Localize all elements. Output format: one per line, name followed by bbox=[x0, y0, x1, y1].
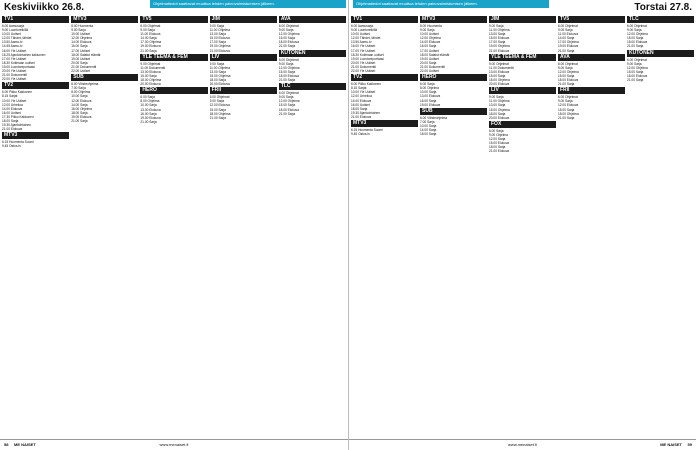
program-entry: 6.00 Pikku Kakkonen bbox=[351, 82, 381, 87]
program-entry: 6.00 Ohjelmat bbox=[209, 95, 230, 100]
program-entry: 14.00 Elokuva bbox=[2, 106, 23, 111]
program-entry: 19.00 Elokuva bbox=[71, 114, 92, 119]
schedule-column bbox=[71, 15, 138, 438]
program-entry: 8.15 Sarjat bbox=[351, 86, 367, 91]
program-entry: 14.00 Elokuva bbox=[420, 40, 441, 45]
program-entry: 14.00 Elokuva bbox=[351, 98, 372, 103]
program-entry: 9.00 Sarja bbox=[209, 61, 225, 66]
program-entry: 8.00 Ohjelma bbox=[420, 86, 439, 91]
page-header bbox=[349, 0, 696, 16]
program-entry: 20.00 Elokuva bbox=[140, 82, 161, 87]
program-entry: 20.00 Sarja bbox=[71, 60, 88, 65]
program-entry: 6.00 Ohjelmat bbox=[558, 95, 578, 100]
program-entry: 9.00 Sarja bbox=[627, 61, 642, 66]
channel-heading: YLE TEEMA & FEM bbox=[140, 54, 207, 61]
program-entry: 11.00 Ohjelma bbox=[209, 28, 231, 33]
program-entry: 9.00 Sarja bbox=[558, 65, 573, 70]
program-entry: 12.00 Ohjelma bbox=[278, 99, 300, 104]
program-entry: 15.00 Sarja bbox=[627, 36, 644, 41]
program-entry: 21.00 Elokuva bbox=[489, 48, 510, 53]
program-entry: 14.00 Elokuva bbox=[71, 40, 92, 45]
program-entry: 15.00 Sarja bbox=[278, 103, 296, 108]
magazine-brand: ME NAISET bbox=[14, 442, 36, 447]
channel-heading: TLC bbox=[279, 83, 346, 90]
channel-heading: AVA bbox=[279, 16, 346, 23]
schedule-column bbox=[279, 15, 346, 438]
program-entry: 14.00 Sarja bbox=[140, 36, 157, 41]
program-entry: 17.00 Sarja bbox=[209, 40, 226, 45]
schedule-columns bbox=[2, 15, 346, 438]
channel-heading: TV2 bbox=[351, 74, 418, 81]
program-entry: 11.00 Ohjelma bbox=[209, 65, 231, 70]
website-url: www.menaiset.fi bbox=[508, 442, 537, 447]
program-entry: 6.00 Viihdeohjelma bbox=[71, 82, 99, 87]
channel-heading: SUB bbox=[71, 74, 138, 81]
channel-heading: SUB bbox=[420, 108, 487, 115]
program-entry: 15.00 Sarja bbox=[278, 69, 296, 74]
magazine-brand: ME NAISET bbox=[660, 442, 682, 447]
program-entry: 9.45 Ostos-tv bbox=[351, 132, 370, 137]
program-entry: 18.00 Sarja bbox=[420, 132, 437, 137]
program-entry: 10.00 Sarja bbox=[140, 103, 157, 108]
program-entry: 9.00 Sarja bbox=[558, 28, 573, 33]
program-entry: 6.00 Ohjelmat bbox=[558, 24, 578, 28]
program-entry: 8.00 Ohjelma bbox=[140, 99, 160, 104]
program-entry: 21.00 Elokuva bbox=[489, 149, 510, 154]
program-entry: 18.00 Sarja bbox=[351, 106, 368, 111]
channel-heading: AVA bbox=[558, 54, 625, 61]
page-date: Torstai 27.8. bbox=[634, 2, 692, 13]
program-entry: 16.00 Uutiset bbox=[351, 102, 370, 107]
program-entry: 12.00 Elokuva bbox=[209, 103, 230, 108]
program-entry: 16.25 Ajankohtainen kakkonen bbox=[2, 52, 46, 57]
program-entry: 19.00 Elokuva bbox=[558, 44, 579, 49]
program-entry: 14.00 Sarja bbox=[71, 102, 88, 107]
program-entry: 15.00 Sarja bbox=[278, 36, 296, 41]
program-entry: 18.00 Sarja bbox=[2, 118, 19, 123]
program-entry: 9.00 Sarja bbox=[140, 28, 155, 33]
program-entry: 18.00 Sarja bbox=[489, 111, 506, 116]
website-url: www.menaiset.fi bbox=[159, 442, 189, 447]
program-entry: 9.00 Sarja bbox=[71, 28, 86, 33]
program-entry: 15.00 Sarja bbox=[140, 73, 157, 78]
program-entry: 21.00 Sarja bbox=[209, 115, 226, 120]
program-entry: 15.00 Ohjelma bbox=[209, 73, 231, 78]
program-entry: 18.00 Ohjelma bbox=[558, 111, 579, 116]
program-entry: 10.00 Uutiset bbox=[71, 32, 90, 37]
channel-heading: FOX bbox=[489, 121, 556, 128]
program-entry: 8.00 Huomenta bbox=[420, 24, 442, 28]
channel-heading: TV5 bbox=[558, 16, 625, 23]
page-footer bbox=[0, 439, 348, 450]
schedule-column bbox=[140, 15, 207, 438]
program-entry: 17.00 Sarja bbox=[489, 40, 506, 45]
schedule-column bbox=[210, 15, 277, 438]
program-entry: 6.00 Ohjelmat bbox=[278, 91, 299, 96]
program-entry: 12.00 Tähdet, tähdet bbox=[351, 36, 381, 41]
channel-heading: TV2 bbox=[2, 82, 69, 89]
schedule-column bbox=[351, 15, 418, 438]
program-entry: 6.00 Sarja bbox=[489, 128, 504, 133]
program-entry: 12.00 Urheilua bbox=[351, 94, 372, 99]
program-entry: 20.00 Sarja bbox=[420, 60, 437, 65]
program-entry: 12.00 Tähdet, tähdet bbox=[2, 36, 32, 41]
program-entry: 7.00 Sarja bbox=[420, 119, 435, 124]
schedule-column bbox=[558, 15, 625, 438]
program-entry: 6.00 Aamusarja bbox=[2, 24, 25, 28]
program-entry: 17.00 Uutiset bbox=[71, 48, 90, 53]
page-number: 58 bbox=[4, 442, 9, 447]
right-page bbox=[348, 0, 696, 450]
program-entry: 10.00 Uutiset bbox=[351, 32, 370, 37]
program-entry: 10.00 Yle Uutiset bbox=[2, 98, 27, 103]
program-entry: 18.30 Kotimaan uutiset bbox=[351, 52, 384, 57]
channel-heading: FRII bbox=[210, 87, 277, 94]
program-entry: 6.15 Huomenta Suomi bbox=[2, 140, 34, 145]
program-entry: 13.50 Aamu-tv bbox=[2, 40, 23, 45]
program-entry: 21.00 Sarja bbox=[278, 78, 296, 83]
program-entry: 19.30 Ajankohtainen bbox=[351, 110, 380, 115]
program-entry: 10.00 Uutiset bbox=[2, 32, 21, 37]
program-entry: 15.00 Elokuva bbox=[489, 141, 510, 146]
program-entry: 17.00 Ohjelma bbox=[140, 40, 162, 45]
program-entry: 12.00 Ohjelma bbox=[558, 69, 579, 74]
program-entry: 15.00 Sarja bbox=[558, 73, 575, 78]
program-entry: 21.00 Elokuva bbox=[2, 127, 23, 132]
program-entry: 19.00 Elokuva bbox=[140, 44, 161, 49]
program-entry: 15.00 Elokuva bbox=[489, 36, 510, 41]
program-entry: 12.00 Ohjelma bbox=[278, 32, 300, 37]
channel-heading: MTV3 bbox=[2, 132, 69, 139]
channel-heading: JIM bbox=[210, 16, 277, 23]
program-entry: 16.00 Sarja bbox=[420, 44, 437, 49]
program-entry: 6.00 Viihdeohjelma bbox=[420, 115, 448, 120]
program-entry: 9.00 Sarja bbox=[209, 99, 225, 104]
channel-heading: TLC bbox=[627, 16, 694, 23]
program-entry: 20.00 Elokuva bbox=[489, 115, 510, 120]
program-entry: 11.00 Dokumentti bbox=[140, 65, 166, 70]
program-entry: 22.00 Uutiset bbox=[71, 69, 90, 74]
program-entry: 15.00 Sarja bbox=[558, 107, 575, 112]
program-entry: 19.00 Elokuva bbox=[140, 115, 161, 120]
program-entry: 13.00 Sarja bbox=[209, 69, 226, 74]
program-entry: 13.00 Sarja bbox=[209, 32, 226, 37]
program-entry: 21.00 Sarja bbox=[278, 111, 296, 116]
program-entry: 21.00 Dokumentti bbox=[2, 73, 27, 78]
program-entry: 18.30 Kotimaan uutiset bbox=[2, 60, 35, 65]
schedule-column bbox=[627, 15, 694, 438]
program-entry: 9.00 Sarja bbox=[278, 95, 294, 100]
program-entry: 9.00 Sarja bbox=[278, 61, 294, 66]
channel-heading: JIM bbox=[489, 16, 556, 23]
program-entry: 6.00 Ohjelmat bbox=[627, 24, 647, 28]
program-entry: 12.00 Ohjelma bbox=[627, 32, 648, 37]
program-entry: 12.00 Urheilua bbox=[2, 102, 23, 107]
program-entry: 13.50 Aamu-tv bbox=[351, 40, 372, 45]
channel-heading: FRII bbox=[558, 87, 625, 94]
program-entry: 22.00 Yle Uutiset bbox=[351, 69, 376, 74]
channel-heading: YLE TEEMA & FEM bbox=[489, 54, 556, 61]
program-entry: 21.00 Sarja bbox=[140, 48, 157, 53]
program-entry: 18.00 Elokuva bbox=[627, 73, 648, 78]
program-entry: 18.00 Salatut elämät bbox=[71, 52, 101, 57]
program-entry: 11.00 Dokumentti bbox=[489, 65, 514, 70]
program-entry: 19.00 Luontoreportaasi bbox=[2, 64, 35, 69]
program-entry: 6.00 Ohjelmat bbox=[278, 57, 299, 62]
program-entry: 15.00 Ohjelma bbox=[489, 107, 510, 112]
program-entry: 11.00 Ohjelma bbox=[489, 99, 510, 104]
program-entry: 6.15 Huomenta Suomi bbox=[351, 127, 383, 132]
notice-banner: Ohjelmatiedot saattavat muuttua lehden painovalmistumisen jälkeen. bbox=[353, 0, 549, 8]
program-entry: 21.00 Sarja bbox=[627, 44, 644, 49]
program-entry: 11.00 Elokuva bbox=[140, 32, 161, 37]
channel-heading: KUTONEN bbox=[279, 50, 346, 57]
program-entry: 21.00 Sarja bbox=[558, 82, 575, 87]
program-entry: 10.00 Yle Uutiset bbox=[351, 90, 376, 95]
program-entry: 9.00 Sarja bbox=[209, 24, 225, 28]
program-entry: 22.00 Uutiset bbox=[420, 69, 439, 74]
program-entry: 9.00 Sarja bbox=[420, 28, 435, 33]
program-entry: 9.45 Ostos-tv bbox=[2, 144, 21, 149]
schedule-column bbox=[489, 15, 556, 438]
program-entry: 16.00 Yle Uutiset bbox=[2, 48, 27, 53]
program-entry: 18.00 Elokuva bbox=[278, 40, 300, 45]
program-entry: 17.00 Ohjelma bbox=[558, 40, 579, 45]
program-entry: 18.00 Elokuva bbox=[278, 107, 300, 112]
program-entry: 12.00 Sarja bbox=[489, 136, 506, 141]
program-entry: 15.00 Elokuva bbox=[209, 36, 230, 41]
program-entry: 6.00 Pikku Kakkonen bbox=[2, 90, 32, 95]
page-date: Keskiviikko 26.8. bbox=[4, 2, 85, 13]
program-entry: 8.00 Huomenta bbox=[71, 24, 93, 28]
program-entry: 21.00 Dokumentti bbox=[351, 64, 376, 69]
program-entry: 21.00 Sarja bbox=[627, 78, 644, 83]
program-entry: 20.00 Elokuva bbox=[489, 82, 510, 87]
program-entry: 10.00 Sarja bbox=[420, 90, 437, 95]
program-entry: 9.00 Ohjelma bbox=[489, 132, 508, 137]
program-entry: 17.00 Yle Uutiset bbox=[2, 56, 27, 61]
program-entry: 21.00 Elokuva bbox=[351, 114, 372, 119]
channel-heading: LIV bbox=[489, 87, 556, 94]
program-entry: 14.00 Sarja bbox=[420, 127, 437, 132]
program-entry: 8.00 Ohjelma bbox=[71, 90, 91, 95]
channel-heading: TV5 bbox=[140, 16, 207, 23]
program-entry: 20.00 Elokuva bbox=[209, 82, 230, 87]
program-entry: 18.00 Ohjelma bbox=[489, 78, 510, 83]
program-entry: 10.00 Sarja bbox=[420, 123, 437, 128]
program-entry: 16.00 Sarja bbox=[420, 98, 437, 103]
program-entry: 20.00 Yle Uutiset bbox=[351, 60, 376, 65]
program-entry: 6.00 Ohjelmat bbox=[140, 24, 161, 28]
program-entry: 16.00 Yle Uutiset bbox=[351, 44, 376, 49]
program-entry: 12.00 Elokuva bbox=[558, 103, 579, 108]
program-entry: 12.00 Ohjelma bbox=[71, 36, 92, 41]
program-entry: 6.00 Sarja bbox=[140, 95, 155, 100]
channel-heading: TV1 bbox=[351, 16, 418, 23]
program-entry: 21.00 Dokumentti bbox=[420, 64, 445, 69]
program-entry: 6.00 Ohjelmat bbox=[558, 61, 578, 66]
schedule-column bbox=[2, 15, 69, 438]
program-entry: 19.00 Elokuva bbox=[420, 102, 441, 107]
program-entry: 12.00 Ohjelma bbox=[278, 65, 300, 70]
program-entry: 18.00 Sarja bbox=[489, 145, 506, 150]
program-entry: 21.00 Sarja bbox=[71, 118, 88, 123]
program-entry: 21.00 Elokuva bbox=[209, 48, 230, 53]
program-entry: 21.00 Dokumentti bbox=[71, 64, 97, 69]
program-entry: 14.55 Aamu-tv bbox=[2, 44, 23, 49]
schedule-columns bbox=[351, 15, 694, 438]
program-entry: 9.00 Sarja bbox=[627, 28, 642, 33]
program-entry: 19.00 Ohjelma bbox=[209, 44, 231, 49]
program-entry: 16.00 Uutiset bbox=[2, 110, 21, 115]
program-entry: 13.00 Elokuva bbox=[420, 94, 441, 99]
program-entry: 15.00 Sarja bbox=[209, 107, 226, 112]
program-entry: 14.00 Sarja bbox=[558, 36, 575, 41]
program-entry: 13.00 Elokuva bbox=[140, 69, 161, 74]
channel-heading: HERO bbox=[140, 87, 207, 94]
program-entry: 16.00 Ohjelma bbox=[71, 106, 92, 111]
program-entry: 16.00 Sarja bbox=[140, 111, 157, 116]
channel-heading: MTV3 bbox=[420, 16, 487, 23]
page-header bbox=[0, 0, 348, 16]
channel-heading: MTV3 bbox=[71, 16, 138, 23]
program-entry: 16.00 Sarja bbox=[71, 44, 88, 49]
program-entry: 12.00 Ohjelma bbox=[627, 65, 648, 70]
program-entry: 9.00 Luontoretkillä bbox=[351, 28, 378, 33]
program-entry: 19.00 Luontoreportaasi bbox=[351, 56, 384, 61]
page-footer bbox=[349, 439, 696, 450]
program-entry: 9.00 Sarja bbox=[489, 24, 504, 28]
program-entry: 12.00 Elokuva bbox=[71, 98, 92, 103]
channel-heading: KUTONEN bbox=[627, 50, 694, 57]
channel-heading: TV1 bbox=[2, 16, 69, 23]
page-number: 59 bbox=[687, 442, 692, 447]
program-entry: 17.00 Uutiset bbox=[420, 48, 439, 53]
program-entry: 21.00 Sarja bbox=[140, 119, 157, 124]
program-entry: 17.00 Yle Uutiset bbox=[351, 48, 376, 53]
program-entry: 6.00 Ohjelmat bbox=[278, 24, 299, 28]
program-entry: 18.00 Sarja bbox=[71, 110, 88, 115]
program-entry: 21.00 Sarja bbox=[558, 115, 575, 120]
notice-banner: Ohjelmatiedot saattavat muuttua lehden painovalmistumisen jälkeen. bbox=[150, 0, 346, 8]
program-entry: 6.00 Ohjelmat bbox=[627, 57, 647, 62]
program-entry: 6.00 Aamusarja bbox=[351, 24, 374, 28]
program-entry: 17.30 Pikku Kakkonen bbox=[2, 114, 34, 119]
program-entry: 11.00 Ohjelma bbox=[489, 28, 510, 33]
program-entry: 22.00 Yle Uutiset bbox=[2, 77, 27, 82]
program-entry: 9.00 Luontoretkillä bbox=[2, 28, 29, 33]
program-entry: 18.00 Sarja bbox=[209, 78, 226, 83]
program-entry: 21.00 Sarja bbox=[278, 44, 296, 49]
program-entry: 18.00 Ohjelma bbox=[140, 78, 162, 83]
program-entry: 19.00 Uutiset bbox=[71, 56, 90, 61]
program-entry: 9.00 Ohjelmat bbox=[489, 61, 509, 66]
program-entry: 10.00 Sarja bbox=[71, 94, 88, 99]
program-entry: 18.00 Elokuva bbox=[278, 73, 300, 78]
program-entry: 19.00 Uutiset bbox=[420, 56, 439, 61]
program-entry: 18.00 Elokuva bbox=[627, 40, 648, 45]
program-entry: 12.00 Ohjelma bbox=[420, 36, 441, 41]
schedule-column bbox=[420, 15, 487, 438]
program-entry: 9.00 Sarja bbox=[278, 28, 294, 33]
channel-heading: LIV bbox=[210, 54, 277, 61]
program-entry: 9.00 Ohjelmat bbox=[140, 61, 161, 66]
program-entry: 6.00 Sarja bbox=[420, 82, 435, 87]
program-entry: 18.00 Elokuva bbox=[558, 78, 579, 83]
program-entry: 8.15 Sarjat bbox=[2, 94, 18, 99]
program-entry: 21.00 Sarja bbox=[558, 48, 575, 53]
program-entry: 15.00 Sarja bbox=[627, 69, 644, 74]
program-entry: 13.00 Elokuva bbox=[140, 107, 161, 112]
program-entry: 9.00 Sarja bbox=[558, 99, 573, 104]
program-entry: 13.00 Elokuva bbox=[489, 69, 510, 74]
program-entry: 9.00 Sarja bbox=[489, 95, 504, 100]
channel-heading: HERO bbox=[420, 74, 487, 81]
program-entry: 20.00 Yle Uutiset bbox=[2, 69, 27, 74]
program-entry: 7.00 Sarja bbox=[71, 86, 86, 91]
program-entry: 10.00 Uutiset bbox=[420, 32, 439, 37]
program-entry: 15.00 Sarja bbox=[489, 73, 506, 78]
program-entry: 19.00 Ohjelma bbox=[489, 44, 510, 49]
program-entry: 18.00 Ohjelma bbox=[209, 111, 231, 116]
program-entry: 11.00 Elokuva bbox=[558, 32, 578, 37]
program-entry: 19.30 Ajankohtainen bbox=[2, 123, 31, 128]
program-entry: 13.00 Sarja bbox=[489, 32, 506, 37]
program-entry: 13.00 Sarja bbox=[489, 103, 506, 108]
program-entry: 18.00 Salatut elämät bbox=[420, 52, 450, 57]
channel-heading: MTV3 bbox=[351, 120, 418, 127]
